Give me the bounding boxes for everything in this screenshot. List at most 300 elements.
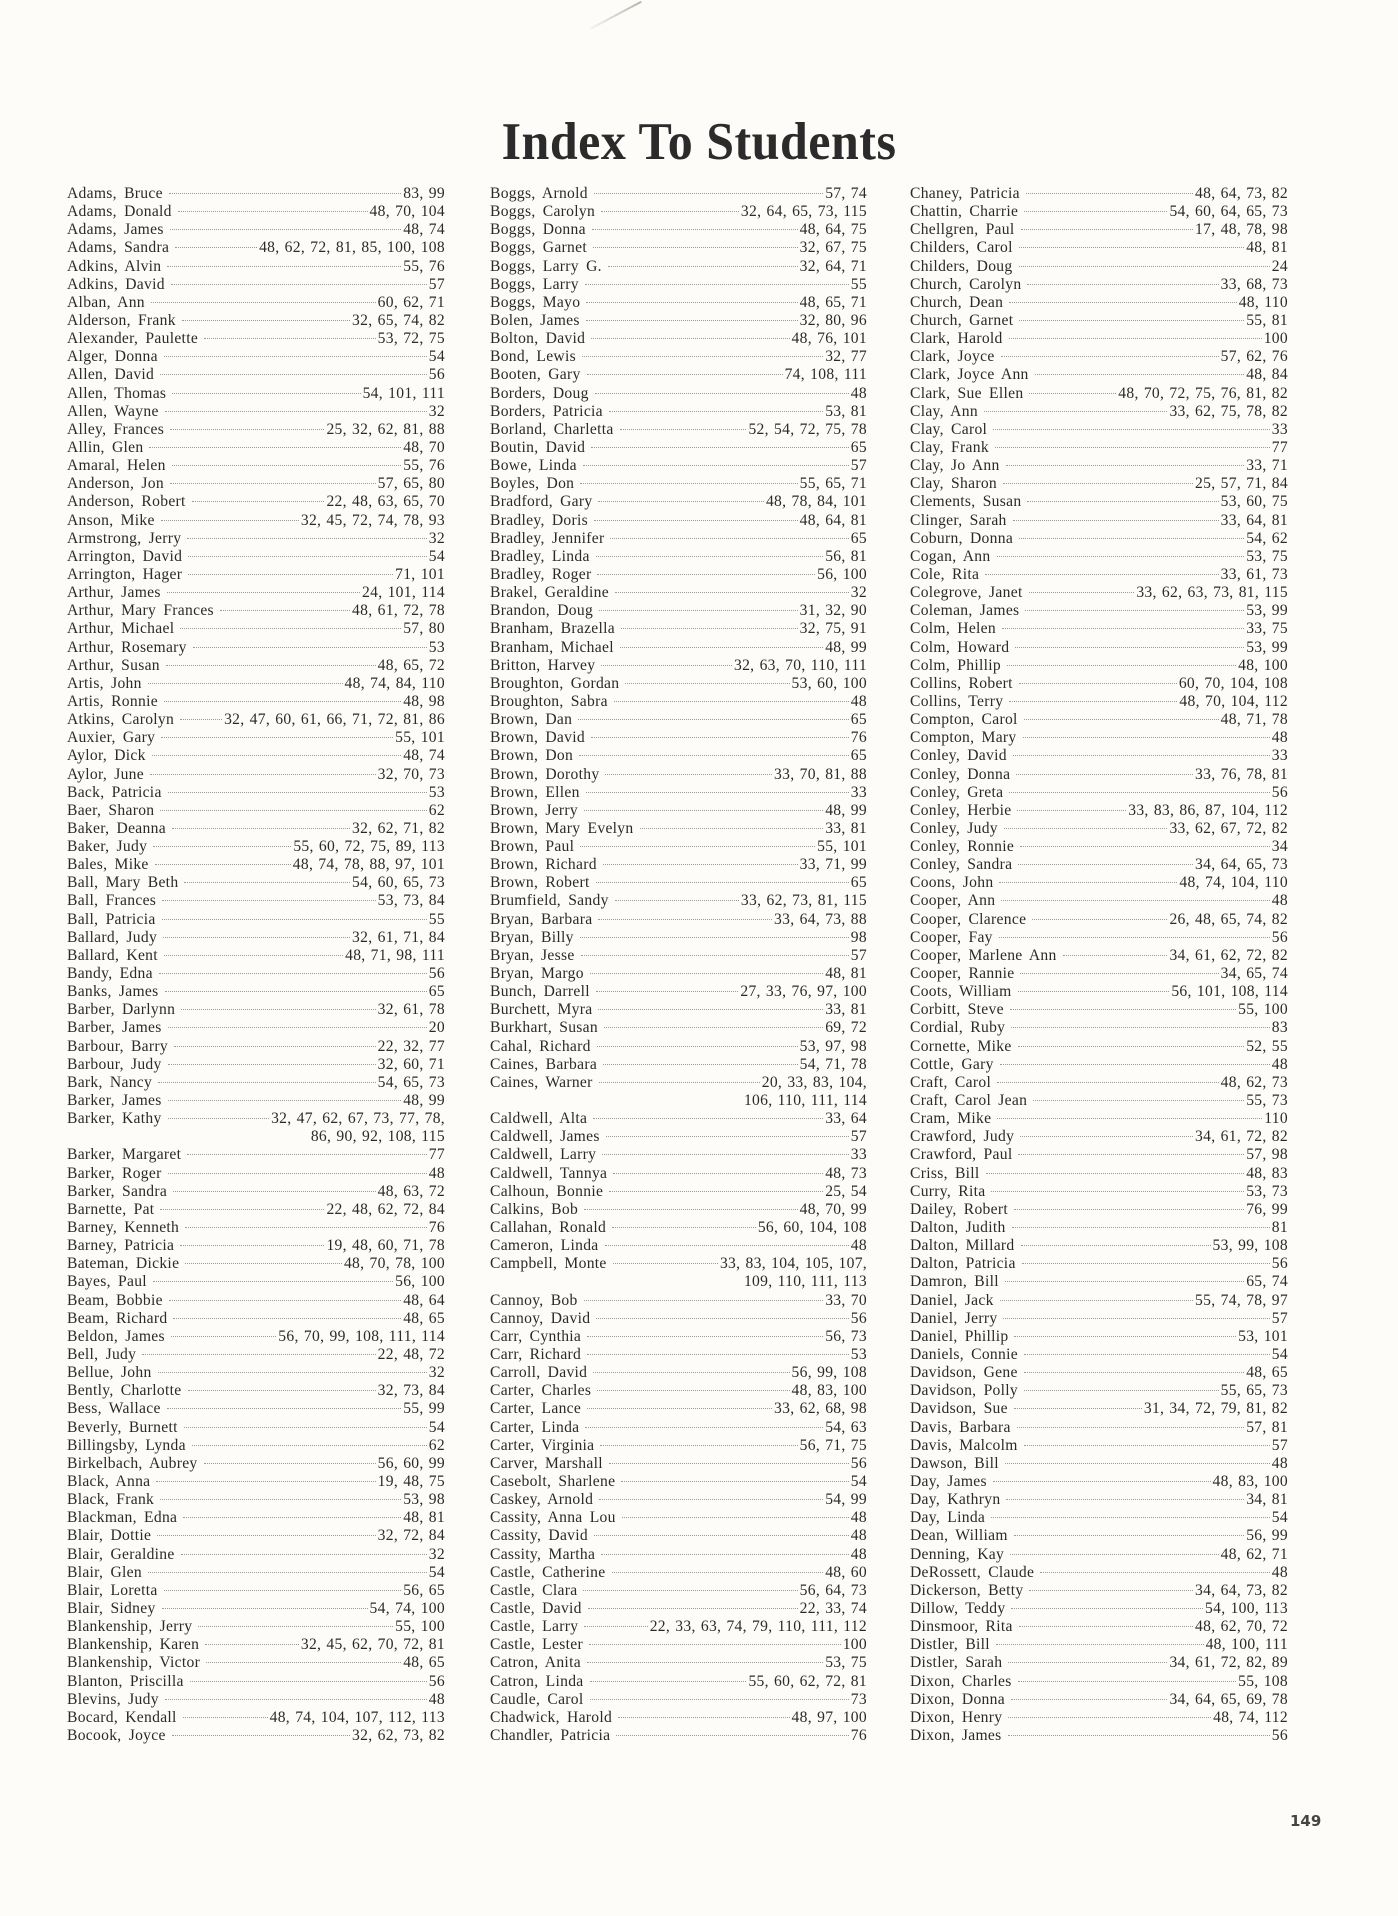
student-name: Caskey, Arnold bbox=[490, 1491, 594, 1509]
student-name: Cooper, Marlene Ann bbox=[910, 946, 1057, 964]
student-name: Allen, Thomas bbox=[67, 384, 167, 402]
dot-leader bbox=[590, 1681, 747, 1682]
page-references: 48, 83, 100 bbox=[1212, 1472, 1288, 1490]
dot-leader bbox=[181, 1554, 427, 1555]
dot-leader bbox=[609, 1463, 849, 1464]
index-entry bbox=[910, 838, 1288, 856]
index-entry bbox=[490, 729, 867, 747]
page-references: 48, 62, 70, 72 bbox=[1195, 1618, 1288, 1636]
dot-leader bbox=[621, 628, 798, 629]
dot-leader bbox=[597, 574, 815, 575]
dot-leader bbox=[164, 1590, 402, 1591]
dot-leader bbox=[1014, 1408, 1142, 1409]
index-entry bbox=[490, 1636, 867, 1654]
student-name: Adkins, Alvin bbox=[67, 257, 162, 275]
page-references: 100 bbox=[1263, 330, 1288, 348]
student-name: Cannoy, Bob bbox=[490, 1291, 578, 1309]
student-name: Beldon, James bbox=[67, 1327, 165, 1345]
page-references: 33, 68, 73 bbox=[1220, 275, 1288, 293]
dot-leader bbox=[149, 447, 401, 448]
index-entry bbox=[490, 1201, 867, 1219]
index-entry bbox=[490, 911, 867, 929]
dot-leader bbox=[597, 1390, 789, 1391]
student-name: Brown, Dorothy bbox=[490, 765, 600, 783]
student-name: Chellgren, Paul bbox=[910, 221, 1015, 239]
dot-leader bbox=[625, 683, 789, 684]
dot-leader bbox=[167, 1408, 402, 1409]
dot-leader bbox=[159, 973, 427, 974]
index-entry bbox=[910, 820, 1288, 838]
page-references: 76 bbox=[850, 729, 867, 747]
page-references: 48, 100, 111 bbox=[1205, 1636, 1288, 1654]
index-entry bbox=[490, 1292, 867, 1310]
page-references: 76 bbox=[428, 1219, 445, 1237]
page-references: 33, 62, 63, 73, 81, 115 bbox=[1136, 584, 1288, 602]
student-name: Dixon, James bbox=[910, 1726, 1002, 1744]
dot-leader bbox=[1019, 1626, 1193, 1627]
page-references: 48 bbox=[1271, 1055, 1288, 1073]
dot-leader bbox=[1008, 1662, 1167, 1663]
index-entry bbox=[490, 784, 867, 802]
page-references: 33, 83, 104, 105, 107, bbox=[719, 1255, 867, 1273]
index-entry bbox=[67, 185, 445, 203]
dot-leader bbox=[594, 193, 823, 194]
student-name: Alexander, Paulette bbox=[67, 330, 199, 348]
page-references: 55, 73 bbox=[1246, 1092, 1288, 1110]
dot-leader bbox=[595, 393, 849, 394]
index-entry bbox=[67, 838, 445, 856]
dot-leader bbox=[1005, 1281, 1244, 1282]
index-entry bbox=[910, 1328, 1288, 1346]
index-entry bbox=[910, 1582, 1288, 1600]
student-name: Dalton, Millard bbox=[910, 1237, 1015, 1255]
page-references: 65 bbox=[850, 747, 867, 765]
page-references: 33, 70, 81, 88 bbox=[774, 765, 867, 783]
dot-leader bbox=[601, 1554, 849, 1555]
page-references: 33 bbox=[850, 1146, 867, 1164]
dot-leader bbox=[596, 1318, 848, 1319]
page-references: 57 bbox=[428, 275, 445, 293]
page-title: Index To Students bbox=[501, 111, 897, 171]
student-name: Daniel, Jerry bbox=[910, 1309, 998, 1327]
student-name: Distler, Bill bbox=[910, 1636, 990, 1654]
dot-leader bbox=[1040, 1572, 1270, 1573]
student-name: Dixon, Charles bbox=[910, 1672, 1012, 1690]
page-references: 31, 34, 72, 79, 81, 82 bbox=[1143, 1400, 1288, 1418]
page-references: 54, 60, 65, 73 bbox=[352, 874, 445, 892]
page-references: 48, 70, 72, 75, 76, 81, 82 bbox=[1118, 384, 1288, 402]
page-references: 48, 76, 101 bbox=[791, 330, 867, 348]
student-name: Clark, Sue Ellen bbox=[910, 384, 1024, 402]
student-name: Blair, Glen bbox=[67, 1563, 142, 1581]
page-references: 54, 71, 78 bbox=[799, 1055, 867, 1073]
index-entry bbox=[910, 348, 1288, 366]
dot-leader bbox=[1021, 229, 1194, 230]
index-entry bbox=[67, 1019, 445, 1037]
dot-leader bbox=[579, 755, 849, 756]
dot-leader bbox=[220, 610, 350, 611]
index-entry bbox=[67, 766, 445, 784]
index-entry bbox=[67, 929, 445, 947]
index-entry bbox=[490, 802, 867, 820]
page-references: 54 bbox=[1271, 1346, 1288, 1363]
index-entry bbox=[910, 1527, 1288, 1545]
student-name: Cannoy, David bbox=[490, 1309, 591, 1327]
student-name: Church, Dean bbox=[910, 293, 1004, 311]
page-references: 56 bbox=[1271, 1726, 1288, 1744]
dot-leader bbox=[1024, 211, 1167, 212]
dot-leader bbox=[612, 1227, 756, 1228]
page-references-continued: 86, 90, 92, 108, 115 bbox=[310, 1128, 445, 1146]
index-entry bbox=[67, 1201, 445, 1219]
student-name: Casebolt, Sharlene bbox=[490, 1472, 616, 1490]
student-name: Castle, David bbox=[490, 1599, 582, 1617]
student-name: Bolton, David bbox=[490, 330, 586, 348]
student-name: Allin, Glen bbox=[67, 438, 144, 456]
student-name: Billingsby, Lynda bbox=[67, 1436, 186, 1454]
student-name: Aylor, Dick bbox=[67, 747, 146, 765]
page-references: 25, 32, 62, 81, 88 bbox=[326, 420, 445, 438]
page-references: 48, 64, 75 bbox=[799, 221, 867, 239]
dot-leader bbox=[1018, 1681, 1236, 1682]
dot-leader bbox=[1004, 828, 1168, 829]
page-references: 32, 45, 62, 70, 72, 81 bbox=[300, 1636, 445, 1654]
student-name: Ball, Mary Beth bbox=[67, 874, 179, 892]
page-references: 48 bbox=[1271, 892, 1288, 910]
index-entry bbox=[910, 1546, 1288, 1564]
page-references: 48 bbox=[850, 1527, 867, 1545]
dot-leader bbox=[1007, 665, 1236, 666]
student-name: Brown, Richard bbox=[490, 856, 597, 874]
student-name: Curry, Rita bbox=[910, 1182, 986, 1200]
dot-leader bbox=[182, 320, 350, 321]
dot-leader bbox=[192, 501, 325, 502]
page-references: 54, 63 bbox=[825, 1418, 867, 1436]
page-references: 56, 99 bbox=[1246, 1527, 1288, 1545]
student-name: Carver, Marshall bbox=[490, 1454, 603, 1472]
index-entry bbox=[67, 348, 445, 366]
index-entry bbox=[910, 1346, 1288, 1364]
student-name: Cordial, Ruby bbox=[910, 1019, 1006, 1037]
page-references: 48, 65, 71 bbox=[799, 293, 867, 311]
dot-leader bbox=[1029, 393, 1116, 394]
dot-leader bbox=[578, 719, 849, 720]
index-entry bbox=[490, 1364, 867, 1382]
index-entry bbox=[67, 1237, 445, 1255]
dot-leader bbox=[1000, 1064, 1270, 1065]
student-name: Britton, Harvey bbox=[490, 656, 596, 674]
student-name: Barker, Sandra bbox=[67, 1182, 168, 1200]
index-entry bbox=[67, 1273, 445, 1291]
student-name: Clay, Jo Ann bbox=[910, 457, 1000, 475]
page-references: 53, 73 bbox=[1246, 1182, 1288, 1200]
dot-leader bbox=[1012, 1227, 1270, 1228]
student-name: Anderson, Jon bbox=[67, 475, 164, 493]
page-references: 55, 65, 73 bbox=[1220, 1382, 1288, 1400]
index-entry bbox=[67, 602, 445, 620]
dot-leader bbox=[596, 991, 738, 992]
dot-leader bbox=[169, 1300, 401, 1301]
dot-leader bbox=[1023, 737, 1270, 738]
dot-leader bbox=[158, 1082, 376, 1083]
student-name: Brown, Paul bbox=[490, 838, 575, 856]
page-references: 48, 70, 104 bbox=[369, 203, 445, 221]
page-references-continued: 109, 110, 111, 113 bbox=[743, 1273, 867, 1291]
student-name: Baer, Sharon bbox=[67, 801, 155, 819]
page-references: 55, 99 bbox=[403, 1400, 445, 1418]
student-name: Boggs, Larry G. bbox=[490, 257, 602, 275]
dot-leader bbox=[170, 429, 324, 430]
student-name: Chattin, Charrie bbox=[910, 203, 1019, 221]
student-name: Clements, Susan bbox=[910, 493, 1022, 511]
dot-leader bbox=[999, 937, 1270, 938]
student-name: Borland, Charletta bbox=[490, 420, 614, 438]
student-name: Ballard, Judy bbox=[67, 928, 158, 946]
dot-leader bbox=[580, 937, 849, 938]
student-name: Davidson, Sue bbox=[910, 1400, 1008, 1418]
page-references: 33, 76, 78, 81 bbox=[1195, 765, 1288, 783]
index-entry bbox=[67, 802, 445, 820]
student-name: Back, Patricia bbox=[67, 783, 162, 801]
student-name: Church, Garnet bbox=[910, 311, 1014, 329]
student-name: Dixon, Henry bbox=[910, 1708, 1003, 1726]
index-entry bbox=[910, 1001, 1288, 1019]
dot-leader bbox=[585, 284, 849, 285]
dot-leader bbox=[168, 1100, 402, 1101]
index-entry bbox=[490, 892, 867, 910]
dot-leader bbox=[596, 556, 823, 557]
page-references: 48, 62, 73 bbox=[1220, 1073, 1288, 1091]
dot-leader bbox=[1020, 846, 1270, 847]
index-entry bbox=[67, 1038, 445, 1056]
index-entry bbox=[910, 1110, 1288, 1128]
student-name: Barber, Darlynn bbox=[67, 1001, 176, 1019]
page-references: 55, 108 bbox=[1238, 1672, 1288, 1690]
page-references: 57, 81 bbox=[1246, 1418, 1288, 1436]
index-entry bbox=[67, 693, 445, 711]
index-entry bbox=[67, 1255, 445, 1273]
student-name: Daniel, Jack bbox=[910, 1291, 994, 1309]
student-name: Barker, Roger bbox=[67, 1164, 162, 1182]
student-name: Colegrove, Janet bbox=[910, 584, 1023, 602]
dot-leader bbox=[598, 919, 772, 920]
dot-leader bbox=[1019, 266, 1270, 267]
student-name: Arrington, David bbox=[67, 547, 183, 565]
page-references: 48, 64 bbox=[403, 1291, 445, 1309]
student-name: Castle, Clara bbox=[490, 1581, 578, 1599]
dot-leader bbox=[620, 429, 747, 430]
dot-leader bbox=[158, 1372, 427, 1373]
dot-leader bbox=[1063, 955, 1168, 956]
student-name: Cahal, Richard bbox=[490, 1037, 591, 1055]
student-name: Arthur, James bbox=[67, 584, 161, 602]
dot-leader bbox=[993, 1481, 1211, 1482]
dot-leader bbox=[1027, 284, 1218, 285]
page-references: 55, 76 bbox=[403, 457, 445, 475]
dot-leader bbox=[608, 266, 798, 267]
index-entry bbox=[910, 548, 1288, 566]
page-references: 48, 100 bbox=[1238, 656, 1288, 674]
dot-leader bbox=[1017, 1427, 1244, 1428]
dot-leader bbox=[1018, 864, 1193, 865]
page-references: 20, 33, 83, 104, bbox=[761, 1073, 867, 1091]
index-entry bbox=[490, 1038, 867, 1056]
index-entry bbox=[490, 530, 867, 548]
student-name: Ballard, Kent bbox=[67, 946, 158, 964]
index-entry bbox=[490, 856, 867, 874]
student-name: Cole, Rita bbox=[910, 565, 980, 583]
student-name: Chaney, Patricia bbox=[910, 185, 1020, 202]
index-entry bbox=[490, 1255, 867, 1273]
index-entry bbox=[490, 983, 867, 1001]
student-name: Alley, Frances bbox=[67, 420, 165, 438]
student-name: Caines, Barbara bbox=[490, 1055, 598, 1073]
page-references: 33, 75 bbox=[1246, 620, 1288, 638]
page-references: 57, 74 bbox=[825, 185, 867, 202]
student-name: Conley, Sandra bbox=[910, 856, 1013, 874]
page-references: 48, 64, 73, 82 bbox=[1195, 185, 1288, 202]
dot-leader bbox=[609, 1191, 823, 1192]
page-references: 54 bbox=[428, 348, 445, 366]
index-entry bbox=[910, 185, 1288, 203]
index-entry bbox=[910, 258, 1288, 276]
page-references: 60, 62, 71 bbox=[377, 293, 445, 311]
index-entry bbox=[910, 983, 1288, 1001]
index-entry bbox=[67, 856, 445, 874]
page-references: 54 bbox=[428, 1418, 445, 1436]
page-references: 48, 74, 84, 110 bbox=[344, 674, 445, 692]
page-references: 53, 75 bbox=[825, 1654, 867, 1672]
dot-leader bbox=[997, 556, 1245, 557]
index-entry bbox=[67, 620, 445, 638]
index-entry bbox=[490, 1056, 867, 1074]
dot-leader bbox=[991, 1191, 1244, 1192]
dot-leader bbox=[593, 1372, 789, 1373]
student-name: Dawson, Bill bbox=[910, 1454, 999, 1472]
index-entry bbox=[490, 439, 867, 457]
dot-leader bbox=[1014, 1336, 1236, 1337]
student-name: Coburn, Donna bbox=[910, 529, 1014, 547]
student-name: Birkelbach, Aubrey bbox=[67, 1454, 198, 1472]
index-entry bbox=[490, 947, 867, 965]
student-name: Boggs, Donna bbox=[490, 221, 586, 239]
page-references: 48, 70, 104, 112 bbox=[1179, 692, 1288, 710]
page-references: 56 bbox=[1271, 783, 1288, 801]
page-references: 54, 60, 64, 65, 73 bbox=[1169, 203, 1288, 221]
page-references: 34, 64, 65, 69, 78 bbox=[1169, 1690, 1288, 1708]
dot-leader bbox=[1029, 1590, 1193, 1591]
index-entry bbox=[910, 1419, 1288, 1437]
page-references: 56, 100 bbox=[817, 565, 867, 583]
page-references: 57 bbox=[850, 1128, 867, 1146]
page-references: 62 bbox=[428, 1436, 445, 1454]
student-name: Calkins, Bob bbox=[490, 1200, 579, 1218]
page-references: 32, 47, 60, 61, 66, 71, 72, 81, 86 bbox=[224, 711, 445, 729]
page-references: 55, 74, 78, 97 bbox=[1195, 1291, 1288, 1309]
index-entry bbox=[910, 1237, 1288, 1255]
student-name: Barbour, Judy bbox=[67, 1055, 162, 1073]
student-name: Beam, Richard bbox=[67, 1309, 168, 1327]
page-references: 48 bbox=[428, 1164, 445, 1182]
index-entry bbox=[490, 1654, 867, 1672]
student-name: Denning, Kay bbox=[910, 1545, 1005, 1563]
dot-leader bbox=[1011, 1027, 1270, 1028]
dot-leader bbox=[996, 1644, 1204, 1645]
index-entry bbox=[910, 403, 1288, 421]
index-entry bbox=[910, 312, 1288, 330]
dot-leader bbox=[605, 774, 772, 775]
student-name: Blankenship, Karen bbox=[67, 1636, 200, 1654]
student-name: Boggs, Carolyn bbox=[490, 203, 596, 221]
student-name: Conley, Ronnie bbox=[910, 838, 1015, 856]
page-references-continued: 106, 110, 111, 114 bbox=[743, 1092, 867, 1110]
index-entry bbox=[67, 892, 445, 910]
student-name: Brakel, Geraldine bbox=[490, 584, 609, 602]
student-name: DeRossett, Claude bbox=[910, 1563, 1035, 1581]
student-name: Boggs, Larry bbox=[490, 275, 579, 293]
page-references: 32, 73, 84 bbox=[377, 1382, 445, 1400]
page-references: 76 bbox=[850, 1726, 867, 1744]
index-entry bbox=[490, 1437, 867, 1455]
page-references: 98 bbox=[850, 928, 867, 946]
dot-leader bbox=[1019, 683, 1177, 684]
page-references: 57 bbox=[850, 946, 867, 964]
student-name: Bellue, John bbox=[67, 1364, 152, 1382]
index-entry bbox=[490, 1509, 867, 1527]
page-references: 32, 45, 72, 74, 78, 93 bbox=[300, 511, 445, 529]
index-entry bbox=[910, 1382, 1288, 1400]
dot-leader bbox=[180, 628, 401, 629]
index-entry bbox=[910, 1600, 1288, 1618]
page-references: 71, 101 bbox=[395, 565, 445, 583]
index-entry bbox=[910, 892, 1288, 910]
dot-leader bbox=[603, 1064, 798, 1065]
dot-leader bbox=[184, 882, 350, 883]
page-references: 56, 81 bbox=[825, 547, 867, 565]
student-name: Clinger, Sarah bbox=[910, 511, 1007, 529]
student-name: Cooper, Ann bbox=[910, 892, 996, 910]
dot-leader bbox=[168, 1027, 427, 1028]
student-name: Collins, Robert bbox=[910, 674, 1013, 692]
student-name: Brown, Ellen bbox=[490, 783, 580, 801]
index-entry bbox=[490, 1709, 867, 1727]
index-entry bbox=[910, 784, 1288, 802]
dot-leader bbox=[605, 1245, 849, 1246]
student-name: Dean, William bbox=[910, 1527, 1008, 1545]
dot-leader bbox=[180, 719, 222, 720]
student-name: Blanton, Priscilla bbox=[67, 1672, 184, 1690]
index-entry bbox=[67, 1165, 445, 1183]
page-references: 24, 101, 114 bbox=[362, 584, 445, 602]
student-name: Conley, Herbie bbox=[910, 801, 1012, 819]
page-references: 22, 33, 63, 74, 79, 110, 111, 112 bbox=[649, 1618, 867, 1636]
page-number: 149 bbox=[1290, 1812, 1322, 1830]
dot-leader bbox=[187, 1154, 427, 1155]
index-entry bbox=[910, 929, 1288, 947]
dot-leader bbox=[188, 574, 393, 575]
index-entry bbox=[490, 258, 867, 276]
page-references: 56, 60, 99 bbox=[377, 1454, 445, 1472]
index-entry bbox=[910, 1437, 1288, 1455]
page-references: 55 bbox=[850, 275, 867, 293]
student-name: Bradford, Gary bbox=[490, 493, 593, 511]
student-name: Branham, Brazella bbox=[490, 620, 615, 638]
index-entry bbox=[910, 1074, 1288, 1092]
index-entry bbox=[67, 512, 445, 530]
page-references: 33, 62, 68, 98 bbox=[774, 1400, 867, 1418]
dot-leader bbox=[598, 501, 763, 502]
student-name: Bradley, Roger bbox=[490, 565, 592, 583]
